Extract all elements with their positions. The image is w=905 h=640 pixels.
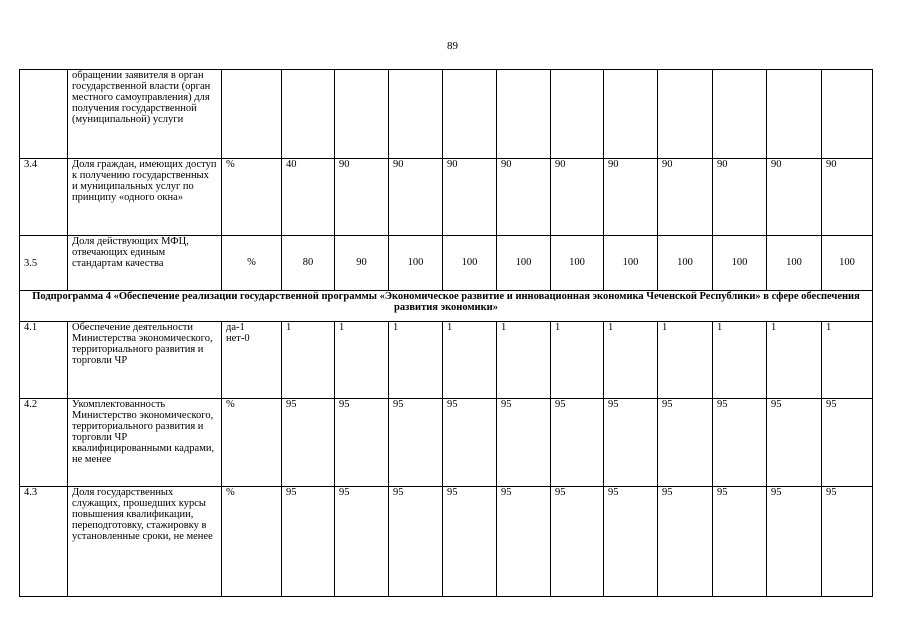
value-cell: 100 [767, 236, 822, 291]
value-cell: 95 [767, 399, 822, 487]
row-number-cell [20, 70, 68, 159]
row-description: Обеспечение деятельности Министерства экономического, территориального развития и торговли ЧР [68, 322, 222, 399]
row-description: Доля граждан, имеющих доступ к получению государственных и муниципальных услуг по принципу «одного окна» [68, 159, 222, 236]
value-cell: 80 [282, 236, 335, 291]
value-cell: 95 [282, 399, 335, 487]
table-row-continuation [20, 70, 873, 159]
value-cell: 1 [658, 322, 713, 399]
value-cell: 95 [551, 399, 604, 487]
unit-cell: % [222, 487, 282, 597]
value-cell: 100 [658, 236, 713, 291]
row-number: 3.5 [20, 236, 68, 291]
value-cell: 90 [767, 159, 822, 236]
value-cell [767, 70, 822, 159]
value-cell: 95 [822, 487, 873, 597]
value-cell: 95 [389, 487, 443, 597]
value-cell: 100 [389, 236, 443, 291]
row-description: обращении заявителя в орган государственной власти (орган местного самоуправления) для получения государственной (муниципальной) услуги [68, 70, 222, 159]
value-cell: 100 [713, 236, 767, 291]
value-cell: 95 [658, 487, 713, 597]
value-cell: 90 [389, 159, 443, 236]
indicators-table [19, 69, 873, 597]
value-cell: 1 [822, 322, 873, 399]
value-cell: 95 [497, 399, 551, 487]
value-cell [443, 70, 497, 159]
value-cell [822, 70, 873, 159]
value-cell: 95 [604, 399, 658, 487]
value-cell [713, 70, 767, 159]
value-cell: 95 [713, 487, 767, 597]
value-cell [389, 70, 443, 159]
value-cell: 95 [443, 487, 497, 597]
value-cell: 95 [335, 487, 389, 597]
row-number: 3.4 [20, 159, 68, 236]
value-cell: 100 [822, 236, 873, 291]
table-row-4-1 [20, 322, 873, 399]
row-description: Доля государственных служащих, прошедших курсы повышения квалификации, переподготовку, стажировку в установленные сроки, не менее [68, 487, 222, 597]
table-row-3-4 [20, 159, 873, 236]
value-cell [282, 70, 335, 159]
table-row-3-5 [20, 236, 873, 291]
value-cell: 95 [443, 399, 497, 487]
subprogram-header-row [20, 291, 873, 322]
value-cell: 1 [713, 322, 767, 399]
value-cell: 1 [335, 322, 389, 399]
value-cell: 90 [604, 159, 658, 236]
value-cell: 95 [335, 399, 389, 487]
value-cell: 90 [335, 159, 389, 236]
value-cell: 95 [658, 399, 713, 487]
value-cell: 1 [443, 322, 497, 399]
table-row-4-3 [20, 487, 873, 597]
page-number: 89 [447, 40, 458, 52]
value-cell [658, 70, 713, 159]
unit-cell [222, 70, 282, 159]
value-cell [335, 70, 389, 159]
value-cell: 95 [767, 487, 822, 597]
unit-cell: % [222, 399, 282, 487]
value-cell: 1 [604, 322, 658, 399]
value-cell: 100 [604, 236, 658, 291]
value-cell: 95 [551, 487, 604, 597]
unit-cell: % [222, 159, 282, 236]
value-cell: 90 [713, 159, 767, 236]
value-cell: 1 [389, 322, 443, 399]
value-cell: 100 [443, 236, 497, 291]
value-cell: 1 [767, 322, 822, 399]
value-cell: 100 [497, 236, 551, 291]
value-cell [551, 70, 604, 159]
row-number: 4.3 [20, 487, 68, 597]
value-cell: 95 [497, 487, 551, 597]
row-description: Доля действующих МФЦ, отвечающих единым стандартам качества [68, 236, 222, 291]
value-cell: 95 [822, 399, 873, 487]
unit-yes: да-1 [226, 322, 245, 333]
unit-no: нет-0 [226, 333, 250, 344]
row-number: 4.1 [20, 322, 68, 399]
value-cell: 95 [713, 399, 767, 487]
value-cell: 90 [443, 159, 497, 236]
table-row-4-2 [20, 399, 873, 487]
value-cell: 90 [658, 159, 713, 236]
value-cell: 1 [551, 322, 604, 399]
value-cell: 1 [497, 322, 551, 399]
unit-cell: % [222, 236, 282, 291]
value-cell: 1 [282, 322, 335, 399]
value-cell [604, 70, 658, 159]
value-cell [497, 70, 551, 159]
value-cell: 95 [282, 487, 335, 597]
row-description: Укомплектованность Министерство экономического, территориального развития и торговли ЧР квалифицированными кадрами, не менее [68, 399, 222, 487]
value-cell: 90 [497, 159, 551, 236]
subprogram-title: Подпрограмма 4 «Обеспечение реализации государственной программы «Экономическое развитие и инновационная экономика Чеченской Республики» в сфере обеспечения развития экономики» [20, 291, 873, 322]
value-cell: 40 [282, 159, 335, 236]
row-number: 4.2 [20, 399, 68, 487]
value-cell: 95 [389, 399, 443, 487]
unit-cell [222, 322, 282, 399]
value-cell: 90 [335, 236, 389, 291]
value-cell: 95 [604, 487, 658, 597]
value-cell: 90 [551, 159, 604, 236]
value-cell: 100 [551, 236, 604, 291]
value-cell: 90 [822, 159, 873, 236]
